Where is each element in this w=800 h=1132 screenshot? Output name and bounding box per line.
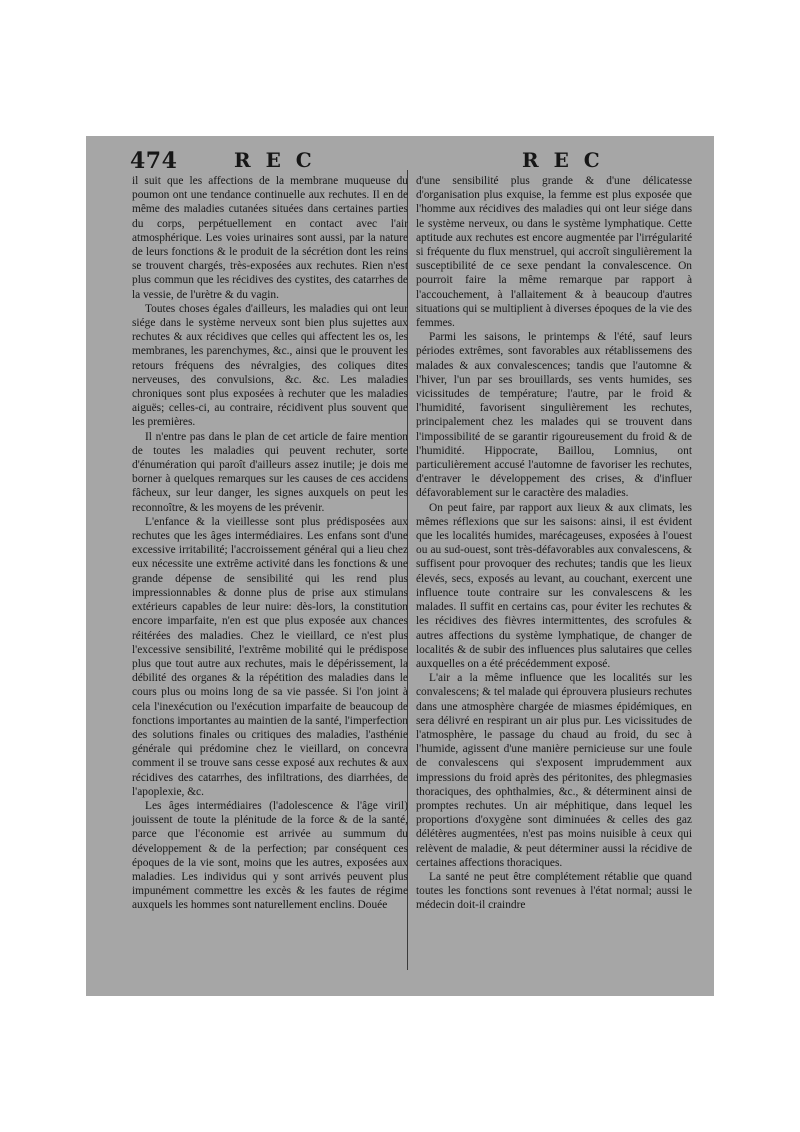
paragraph: Toutes choses égales d'ailleurs, les maladies qui ont leur siége dans le système nerveux sont bien plus sujettes aux rechutes & aux récidives que celles qui affectent les os, les membranes, les parenchymes, &c., ainsi que le prouvent les retours fréquens des névralgies, des coliques dites nerveuses, des convulsions, &c. &c. Les maladies chroniques sont plus exposées à rechuter que les maladies aiguës; celles-ci, au contraire, récidivent plus souvent que les premières. <box>132 302 408 429</box>
paragraph: L'enfance & la vieillesse sont plus prédisposées aux rechutes que les âges intermédiaires. Les enfans sont d'une excessive irritabilité; l'accroissement général qui a lieu chez eux nécessite une extrême activité dans les fonctions & une grande dépense de sensibilité qui les rend plus impressionnables & donne plus de prise aux stimulans extérieurs capables de leur nuire: dès-lors, la constitution encore imparfaite, n'en est que plus exposée aux chances réitérées des maladies. Chez le vieillard, ce n'est plus l'excessive sensibilité, l'extrême mobilité qui le prédispose plus que tout autre aux rechutes, mais le dépérissement, la débilité des organes & la répétition des maladies dans le cours plus ou moins long de sa vie passée. Si l'on joint à cela l'inexécution ou l'exécution imparfaite de beaucoup de fonctions importantes au maintien de la santé, l'imperfection des solutions finales ou critiques des maladies, l'asthénie générale qui prédomine chez le vieillard, on concevra comment il se trouve sans cesse exposé aux rechutes & aux récidives des catarrhes, des infiltrations, des diarrhées, de l'apoplexie, &c. <box>132 515 408 798</box>
paragraph: L'air a la même influence que les localités sur les convalescens; & tel malade qui éprouvera plusieurs rechutes dans une atmosphère chargée de miasmes épidémiques, en sera délivré en respirant un air plus pur. Les vicissitudes de l'atmosphère, le passage du chaud au froid, du sec à l'humide, agissent d'une manière pernicieuse sur une foule de convalescens qui s'exposent imprudemment aux impressions du froid après des péritonites, des phlegmasies thoraciques, des ophthalmies, &c., & déterminent ainsi de promptes rechutes. Un air méphitique, dans lequel les proportions d'oxygène sont diminuées & celles des gaz délétères augmentées, n'est pas moins nuisible à ceux qui relèvent de maladie, & peut déterminer aussi la récidive de certaines affections thoraciques. <box>416 672 692 869</box>
paragraph: On peut faire, par rapport aux lieux & aux climats, les mêmes réflexions que sur les saisons: ainsi, il est évident que les localités humides, marécageuses, exposées à l'ouest ou au sud-ouest, sont très-défavorables aux convalescens, & suffisent pour provoquer des rechutes; tandis que les lieux élevés, secs, exposés au levant, au couchant, exercent une influence toute contraire sur les convalescens & les malades. Il suffit en certains cas, pour éviter les rechutes & les récidives des fièvres intermittentes, des scrofules & autres affections du système lymphatique, de changer de localités & de subir des influences plus salutaires que celles auxquelles on a été précédemment exposé. <box>416 501 692 670</box>
paragraph: La santé ne peut être complétement rétablie que quand toutes les fonctions sont revenues à l'état normal; aussi le médecin doit-il craindre <box>416 870 692 912</box>
page-number: 474 <box>130 148 178 174</box>
paragraph: Il n'entre pas dans le plan de cet article de faire mention de toutes les maladies qui peuvent rechuter, sorte d'énumération qui paroît d'ailleurs assez inutile; je dois me borner à quelques remarques sur les causes de ces accidens fâcheux, sur leur danger, les signes auxquels on peut les reconnoître, & les moyens de les prévenir. <box>132 430 408 514</box>
running-head-right: R E C <box>522 148 604 172</box>
paragraph: d'une sensibilité plus grande & d'une délicatesse d'organisation plus exquise, la femme est plus exposée que l'homme aux récidives des maladies qui ont leur siége dans le système nerveux, ou dans le système lymphatique. Cette aptitude aux rechutes est encore augmentée par l'irrégularité si fréquente du flux menstruel, qui accroît singulièrement la susceptibilité de ce sexe pendant la convalescence. On pourroit faire la même remarque par rapport à l'accouchement, à l'allaitement & à beaucoup d'autres situations qui se multiplient à diverses époques de la vie des femmes. <box>416 175 692 330</box>
paragraph: Les âges intermédiaires (l'adolescence & l'âge viril) jouissent de toute la plénitude de la force & de la santé, parce que l'économie est arrivée au summum du développement & de la perfection; par conséquent ces époques de la vie sont, moins que les autres, exposées aux maladies. Les individus qui y sont arrivés peuvent plus impunément commettre les excès & les fautes de régime auxquels les hommes sont naturellement enclins. Douée <box>132 799 408 912</box>
right-column <box>416 174 692 913</box>
paragraph: Parmi les saisons, le printemps & l'été, sauf leurs périodes extrêmes, sont favorables aux rétablissemens des malades & aux convalescences; tandis que l'automne & l'hiver, l'un par ses brouillards, ses vents humides, ses vicissitudes de température; l'autre, par le froid & l'humidité, favorisent singulièrement les rechutes, principalement chez les malades qui se trouvent dans l'impossibilité de se garantir rigoureusement du froid & de l'humidité. Hippocrate, Baillou, Lomnius, ont particulièrement accusé l'automne de favoriser les rechutes, d'entraver le développement des crises, & d'influer défavorablement sur le caractère des maladies. <box>416 331 692 500</box>
paragraph: il suit que les affections de la membrane muqueuse du poumon ont une tendance continuelle aux rechutes. Il en de même des maladies cutanées situées dans certaines parties du corps, perpétuellement en contact avec l'air atmosphérique. Les voies urinaires sont aussi, par la nature de leurs fonctions & le produit de la sécrétion dont les reins se trouvent chargés, très-exposées aux rechutes. Rien n'est plus commun que les récidives des cystites, des catarrhes de la vessie, de l'urètre & du vagin. <box>132 175 408 301</box>
scanned-page <box>86 136 714 996</box>
running-head-left: R E C <box>234 148 316 172</box>
left-column <box>132 174 408 913</box>
